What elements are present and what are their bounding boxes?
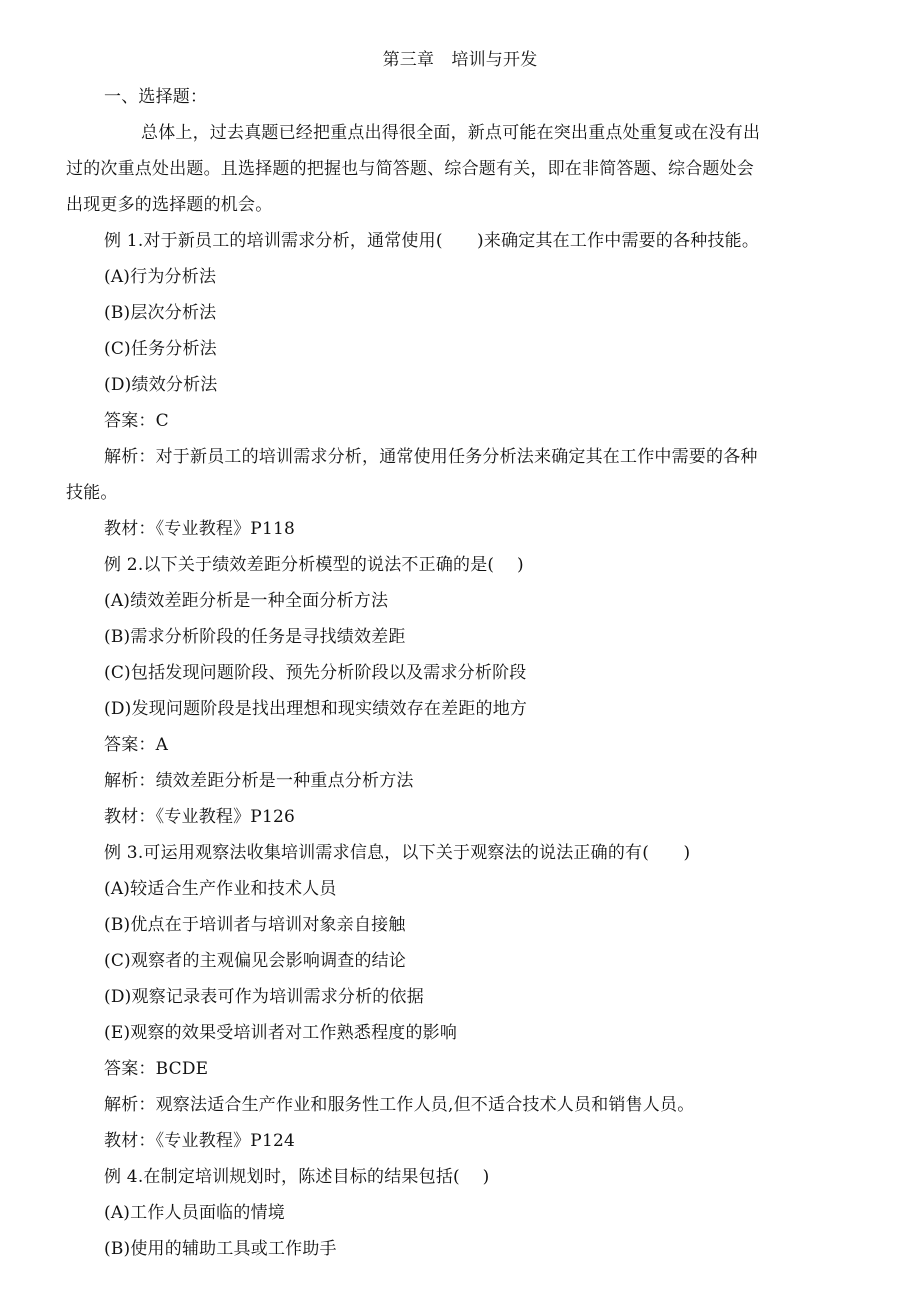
option-1d: (D)绩效分析法 [104, 375, 218, 395]
intro-line: 出现更多的选择题的机会。 [66, 195, 273, 215]
answer-1: 答案：C [104, 411, 169, 431]
option-4a: (A)工作人员面临的情境 [104, 1203, 285, 1223]
textbook-2: 教材：《专业教程》P126 [104, 807, 295, 827]
textbook-1: 教材：《专业教程》P118 [104, 519, 295, 539]
option-2a: (A)绩效差距分析是一种全面分析方法 [104, 591, 389, 611]
option-2d: (D)发现问题阶段是找出理想和现实绩效存在差距的地方 [104, 699, 528, 719]
answer-3: 答案：BCDE [104, 1059, 209, 1079]
section-heading: 一、选择题： [104, 87, 208, 107]
option-3b: (B)优点在于培训者与培训对象亲自接触 [104, 915, 406, 935]
option-2b: (B)需求分析阶段的任务是寻找绩效差距 [104, 627, 406, 647]
textbook-3: 教材：《专业教程》P124 [104, 1131, 295, 1151]
option-1c: (C)任务分析法 [104, 339, 217, 359]
analysis-1-cont: 技能。 [66, 483, 118, 503]
option-3c: (C)观察者的主观偏见会影响调查的结论 [104, 951, 407, 971]
question-4: 例 4.在制定培训规划时，陈述目标的结果包括( ) [104, 1167, 490, 1187]
option-1a: (A)行为分析法 [104, 267, 217, 287]
analysis-1: 解析：对于新员工的培训需求分析，通常使用任务分析法来确定其在工作中需要的各种 [104, 447, 758, 467]
analysis-2: 解析：绩效差距分析是一种重点分析方法 [104, 771, 414, 791]
option-3d: (D)观察记录表可作为培训需求分析的依据 [104, 987, 424, 1007]
question-3: 例 3.可运用观察法收集培训需求信息，以下关于观察法的说法正确的有( ) [104, 843, 691, 863]
intro-line: 总体上，过去真题已经把重点出得很全面，新点可能在突出重点处重复或在没有出 [141, 123, 761, 143]
option-2c: (C)包括发现问题阶段、预先分析阶段以及需求分析阶段 [104, 663, 527, 683]
answer-2: 答案：A [104, 735, 169, 755]
question-2: 例 2.以下关于绩效差距分析模型的说法不正确的是( ) [104, 555, 524, 575]
question-1: 例 1.对于新员工的培训需求分析，通常使用( )来确定其在工作中需要的各种技能。 [104, 231, 760, 251]
option-3e: (E)观察的效果受培训者对工作熟悉程度的影响 [104, 1023, 458, 1043]
option-1b: (B)层次分析法 [104, 303, 217, 323]
option-3a: (A)较适合生产作业和技术人员 [104, 879, 337, 899]
option-4b: (B)使用的辅助工具或工作助手 [104, 1239, 337, 1259]
chapter-title: 第三章 培训与开发 [382, 50, 538, 70]
intro-line: 过的次重点处出题。且选择题的把握也与简答题、综合题有关，即在非简答题、综合题处会 [66, 159, 754, 179]
analysis-3: 解析：观察法适合生产作业和服务性工作人员,但不适合技术人员和销售人员。 [104, 1095, 695, 1115]
